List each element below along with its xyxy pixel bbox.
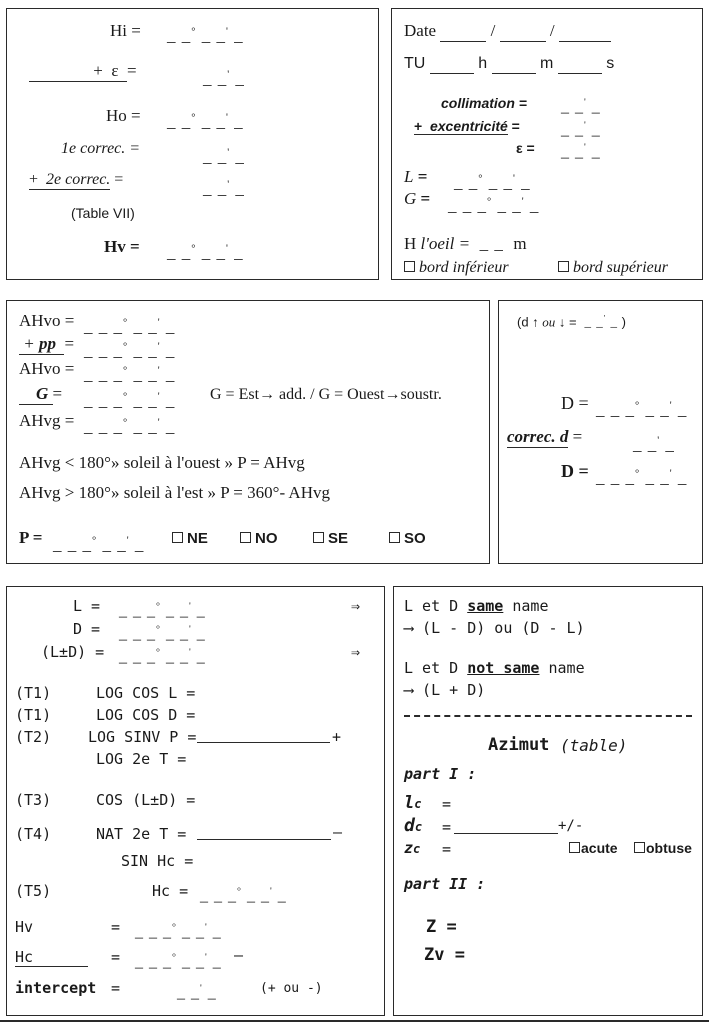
- tu-label: TU: [404, 55, 426, 72]
- hoeil-label-loeil: l'oeil =: [420, 234, 471, 253]
- correc-d-row: correc. d =: [507, 427, 583, 446]
- g-rule-note: G = Est→ add. / G = Ouest→soustr.: [210, 386, 442, 403]
- tu-m-unit: m: [540, 55, 554, 72]
- calc-l-value[interactable]: _ _ _° _ _' _: [119, 601, 206, 620]
- tu-minutes-field[interactable]: [492, 55, 536, 74]
- date-sep-1: /: [490, 21, 496, 40]
- step-label-coslpd: COS (L±D) =: [96, 791, 196, 809]
- zc-option-obtuse[interactable]: [634, 840, 692, 856]
- longitude-value[interactable]: _ _ _° _ _' _: [448, 196, 540, 215]
- longitude-label: G =: [404, 189, 431, 208]
- d2-label: D =: [561, 461, 589, 481]
- g-value[interactable]: _ _ _° _ _' _: [84, 391, 176, 410]
- lc-eq: =: [442, 795, 452, 813]
- rule-not-keyword: not same: [467, 659, 540, 677]
- ahvg-value[interactable]: _ _ _° _ _' _: [84, 417, 176, 436]
- final-hv-label: Hv: [15, 918, 34, 936]
- checkbox-icon[interactable]: [404, 261, 415, 272]
- logsinvp-write-line[interactable]: [197, 742, 330, 743]
- tu-seconds-field[interactable]: [558, 55, 602, 74]
- checkbox-icon[interactable]: [389, 532, 400, 543]
- excentricite-row: + excentricité =: [414, 118, 520, 134]
- date-day-field[interactable]: [440, 21, 486, 42]
- checkbox-icon[interactable]: [240, 532, 251, 543]
- calc-lpd-label: (L±D) =: [41, 643, 105, 661]
- part-1-label: part I :: [404, 765, 477, 783]
- bord-superieur-option[interactable]: [558, 259, 668, 277]
- step-label-sinhc: SIN Hc =: [121, 852, 194, 870]
- box-angle-horaire: [6, 300, 490, 564]
- ahvo2-label: AHvo =: [19, 359, 75, 378]
- dc-eq: =: [442, 818, 452, 836]
- step-value-hc[interactable]: _ _ _° _ _' _: [200, 886, 287, 905]
- step-tag-t1a: (T1): [15, 684, 52, 702]
- checkbox-icon[interactable]: [634, 842, 645, 853]
- box-calcul-hauteur: [6, 586, 385, 1016]
- p-label: P =: [19, 528, 43, 547]
- step-op-plus: +: [332, 728, 342, 746]
- box-azimut: [393, 586, 703, 1016]
- pp-value[interactable]: _ _ _° _ _' _: [84, 341, 176, 360]
- date-row: [404, 21, 611, 42]
- epsilon-sum-label: ε =: [516, 140, 535, 156]
- excentricite-value[interactable]: _ _' _: [561, 120, 601, 139]
- tu-h-unit: h: [478, 55, 488, 72]
- rule-not-prefix: L et D: [404, 659, 468, 677]
- step-tag-t2: (T2): [15, 728, 52, 746]
- ho-value[interactable]: _ _° _ _' _: [167, 112, 244, 131]
- ahvg-label: AHvg =: [19, 411, 75, 430]
- zv-label: Zv =: [424, 945, 465, 965]
- correc1-row: [61, 140, 140, 158]
- date-label: Date: [404, 21, 437, 40]
- zc-option-acute[interactable]: [569, 840, 618, 856]
- hoeil-unit: m: [513, 234, 527, 253]
- step-tag-t4: (T4): [15, 825, 52, 843]
- final-hc-label: Hc: [15, 948, 88, 967]
- final-hc-eq: =: [111, 948, 121, 966]
- rule-same-prefix: L et D: [404, 597, 468, 615]
- final-hc-op: —: [234, 946, 244, 964]
- zc-eq: =: [442, 840, 452, 858]
- quadrant-option-se[interactable]: [313, 530, 348, 547]
- hoeil-value[interactable]: _ _: [474, 234, 510, 253]
- epsilon-row: + ε =: [29, 61, 137, 82]
- intercept-sign-note: (+ ou -): [260, 981, 323, 996]
- hv-label: Hv =: [104, 237, 140, 256]
- d2-value[interactable]: _ _ _° _ _' _: [596, 468, 688, 487]
- calc-d-value[interactable]: _ _ _° _ _' _: [119, 624, 206, 643]
- p-value[interactable]: _ _ _° _ _' _: [53, 535, 145, 554]
- box-date-heure: [391, 8, 703, 280]
- checkbox-icon[interactable]: [569, 842, 580, 853]
- hauteur-oeil-row: [404, 234, 527, 254]
- step-tag-t5: (T5): [15, 882, 52, 900]
- hi-value[interactable]: _ _° _ _' _: [167, 26, 244, 45]
- date-sep-2: /: [549, 21, 555, 40]
- zc-obtuse-label: obtuse: [646, 840, 692, 856]
- step-label-logcosd: LOG COS D =: [96, 706, 196, 724]
- ahvo2-value[interactable]: _ _ _° _ _' _: [84, 365, 176, 384]
- collimation-label: collimation =: [441, 95, 527, 111]
- d1-value[interactable]: _ _ _° _ _' _: [596, 400, 688, 419]
- rule-not-suffix: name: [539, 659, 585, 677]
- ho-label: Ho =: [106, 106, 141, 125]
- checkbox-icon[interactable]: [313, 532, 324, 543]
- dc-op: +/-: [558, 818, 584, 834]
- bord-inferieur-label: bord inférieur: [419, 259, 509, 276]
- ahvo1-value[interactable]: _ _ _° _ _' _: [84, 317, 176, 336]
- correc1-label: 1e correc. =: [61, 140, 141, 157]
- calc-l-arrow: ⇒: [351, 597, 361, 615]
- step-label-nat2et: NAT 2e T =: [96, 825, 187, 843]
- box-hauteur-instrumentale: [6, 8, 379, 280]
- step-label-log2et: LOG 2e T =: [96, 750, 187, 768]
- dc-write-line[interactable]: [454, 833, 558, 834]
- declination-note-close: ): [621, 314, 626, 330]
- hv-value[interactable]: _ _° _ _' _: [167, 243, 244, 262]
- g-row: G =: [19, 384, 62, 405]
- collimation-value[interactable]: _ _' _: [561, 97, 601, 116]
- hoeil-label-h: H: [404, 234, 417, 253]
- tu-s-unit: s: [606, 55, 615, 72]
- z-label: Z =: [426, 917, 457, 937]
- tu-hours-field[interactable]: [430, 55, 474, 74]
- bord-superieur-label: bord supérieur: [573, 259, 668, 276]
- epsilon-sum-value[interactable]: _ _' _: [561, 142, 601, 161]
- section-divider: [404, 715, 692, 717]
- lc-label: lc: [404, 793, 422, 813]
- latitude-label: L =: [404, 167, 428, 186]
- quadrant-option-so[interactable]: [389, 530, 426, 547]
- step-label-logcosl: LOG COS L =: [96, 684, 196, 702]
- ahvo1-label: AHvo =: [19, 311, 75, 330]
- step-label-hc: Hc =: [152, 882, 189, 900]
- step-tag-t1b: (T1): [15, 706, 52, 724]
- part-2-label: part II :: [404, 875, 486, 893]
- step-op-minus: —: [333, 823, 343, 841]
- bord-inferieur-option[interactable]: [404, 259, 509, 277]
- rule-same-result: ⟶ (L - D) ou (D - L): [404, 619, 585, 637]
- page-bottom-rule: [0, 1020, 709, 1022]
- quadrant-option-ne[interactable]: [172, 530, 208, 547]
- declination-note: (d ↑ ou ↓ = _ _' _ ): [517, 314, 626, 330]
- azimut-title: Azimut: [488, 735, 550, 755]
- tu-row: [404, 55, 614, 74]
- rule-west: AHvg < 180°» soleil à l'ouest » P = AHvg: [19, 453, 305, 472]
- table-note: (Table VII): [71, 205, 135, 221]
- correc2-value[interactable]: _ _' _: [203, 179, 245, 198]
- calc-l-label: L =: [73, 597, 101, 615]
- zc-label: zc: [404, 839, 421, 857]
- final-hv-eq: =: [111, 918, 121, 936]
- intercept-label: intercept: [15, 979, 97, 997]
- quadrant-label-se: SE: [328, 530, 349, 547]
- intercept-value[interactable]: _ _' _: [177, 983, 217, 1002]
- rule-not-same-result: ⟶ (L + D): [404, 681, 486, 699]
- zc-acute-label: acute: [581, 840, 618, 856]
- pp-row: + pp =: [19, 334, 75, 353]
- rule-same-name: [404, 597, 549, 615]
- quadrant-label-so: SO: [404, 530, 426, 547]
- calc-lpd-value[interactable]: _ _ _° _ _' _: [119, 647, 206, 666]
- calc-lpd-arrow: ⇒: [351, 643, 361, 661]
- rule-not-same-name: [404, 659, 585, 677]
- quadrant-label-no: NO: [255, 530, 278, 547]
- correc2-row: + 2e correc. =: [29, 171, 124, 188]
- dc-label: dc: [404, 815, 423, 836]
- date-month-field[interactable]: [500, 21, 546, 42]
- rule-east: AHvg > 180°» soleil à l'est » P = 360°- AHvg: [19, 483, 330, 502]
- step-label-logsinvp: LOG SINV P =: [88, 728, 197, 746]
- d1-label: D =: [561, 393, 589, 413]
- calc-d-label: D =: [73, 620, 101, 638]
- nat2et-write-line[interactable]: [197, 839, 331, 840]
- checkbox-icon[interactable]: [172, 532, 183, 543]
- correc-d-value[interactable]: _ _' _: [633, 435, 675, 454]
- correc1-value[interactable]: _ _' _: [203, 147, 245, 166]
- epsilon-value[interactable]: _ _' _: [203, 69, 245, 88]
- rule-same-suffix: name: [503, 597, 549, 615]
- latitude-value[interactable]: _ _° _ _' _: [454, 173, 531, 192]
- rule-same-keyword: same: [467, 597, 504, 615]
- hi-label: Hi =: [110, 21, 141, 40]
- ho-row: [106, 106, 141, 126]
- final-hv-value[interactable]: _ _ _° _ _' _: [135, 922, 222, 941]
- azimut-title-note: (table): [560, 736, 628, 755]
- box-declinaison: [498, 300, 703, 564]
- hi-row: [110, 21, 141, 41]
- step-tag-t3: (T3): [15, 791, 52, 809]
- quadrant-option-no[interactable]: [240, 530, 278, 547]
- quadrant-label-ne: NE: [187, 530, 208, 547]
- intercept-eq: =: [111, 979, 121, 997]
- checkbox-icon[interactable]: [558, 261, 569, 272]
- final-hc-value[interactable]: _ _ _° _ _' _: [135, 952, 222, 971]
- date-year-field[interactable]: [559, 21, 611, 42]
